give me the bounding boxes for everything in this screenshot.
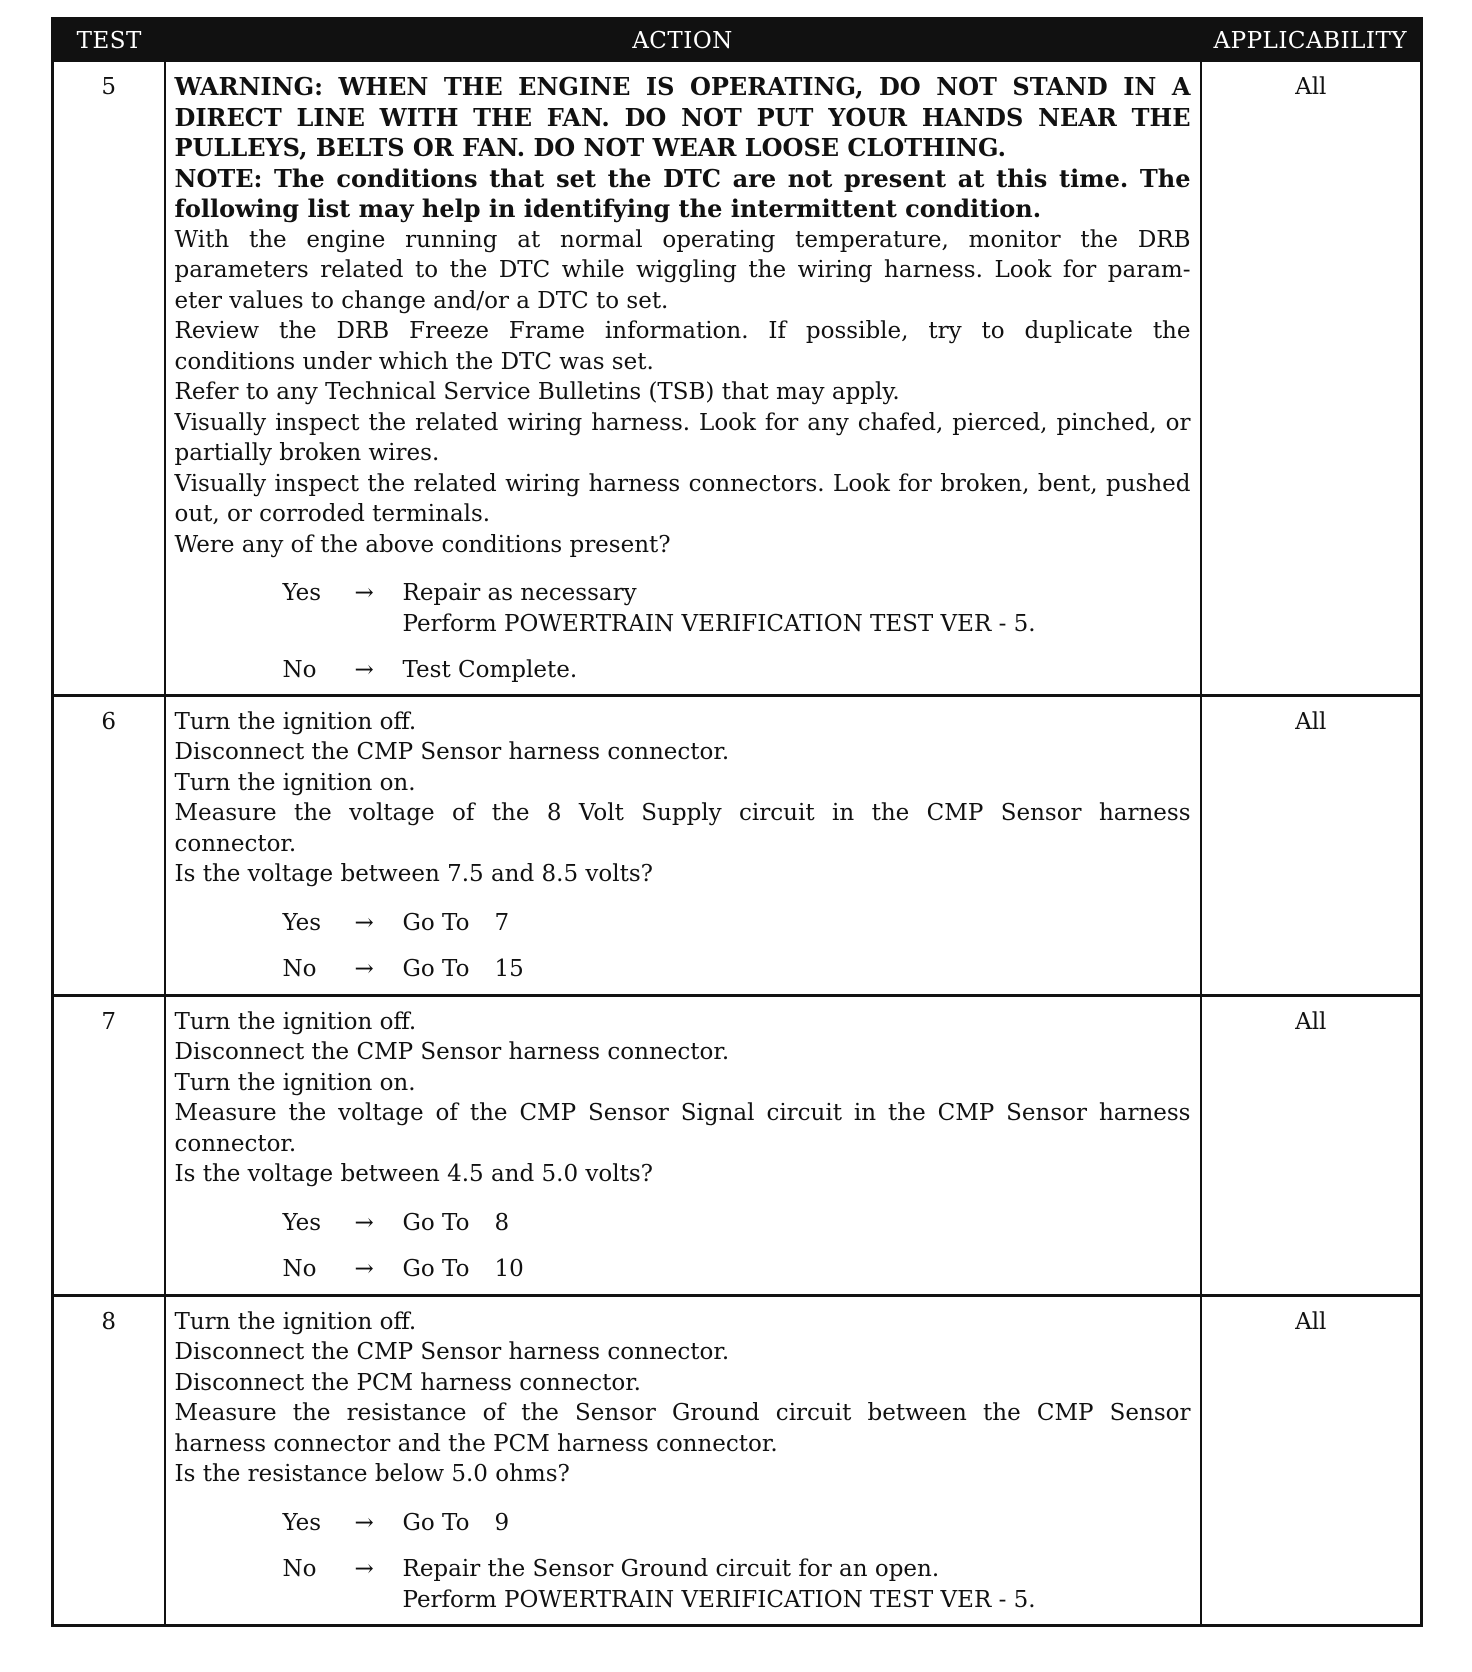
result-line: Repair the Sensor Ground circuit for an open. xyxy=(402,1556,940,1582)
note-line: following list may help in identifying the intermittent condition. xyxy=(174,194,1042,223)
yes-label: Yes xyxy=(282,1509,322,1536)
action-line: Measure the voltage of the CMP Sensor Signal circuit in the CMP Sensor harness xyxy=(174,1100,1191,1126)
action-line: Visually inspect the related wiring harness connectors. Look for broken, bent, pushed xyxy=(174,470,1191,497)
table-row xyxy=(53,695,1422,995)
action-line: Disconnect the PCM harness connector. xyxy=(174,1369,641,1396)
header-applicability: APPLICABILITY xyxy=(1201,19,1422,63)
outcomes xyxy=(175,1208,1191,1285)
table-row xyxy=(53,1295,1422,1625)
action-line: Measure the resistance of the Sensor Ground circuit between the CMP Sensor xyxy=(174,1400,1191,1426)
no-label: No xyxy=(282,1256,317,1282)
action-line: Visually inspect the related wiring harness. Look for any chafed, pierced, pinched, or xyxy=(174,409,1191,436)
warning-line: WARNING: WHEN THE ENGINE IS OPERATING, DO NOT STAND IN A xyxy=(174,72,1191,101)
table-header-row xyxy=(53,19,1422,63)
yes-outcome xyxy=(175,1508,1191,1539)
outcomes xyxy=(175,578,1191,686)
result-line: Test Complete. xyxy=(402,657,578,683)
goto-label: Go To xyxy=(402,1509,470,1536)
no-outcome xyxy=(175,655,1191,686)
test-number: 8 xyxy=(53,1295,165,1625)
table-row xyxy=(53,62,1422,695)
warning-line: PULLEYS, BELTS OR FAN. DO NOT WEAR LOOSE CLOTHING. xyxy=(174,133,1007,162)
applicability-cell: All xyxy=(1201,1295,1422,1625)
result-line: Perform POWERTRAIN VERIFICATION TEST VER - 5. xyxy=(402,1586,1036,1613)
header-action: ACTION xyxy=(165,19,1201,63)
action-line: parameters related to the DTC while wiggling the wiring harness. Look for param- xyxy=(174,257,1191,283)
goto-step: 10 xyxy=(494,1256,524,1282)
action-line: Turn the ignition off. xyxy=(174,1308,417,1335)
goto-step: 8 xyxy=(494,1209,510,1236)
warning-line: DIRECT LINE WITH THE FAN. DO NOT PUT YOUR HANDS NEAR THE xyxy=(174,102,1191,132)
goto-step: 15 xyxy=(494,956,524,982)
action-line: partially broken wires. xyxy=(174,440,440,466)
arrow-icon: → xyxy=(354,1556,374,1582)
action-line: harness connector and the PCM harness connector. xyxy=(174,1430,778,1457)
yes-label: Yes xyxy=(282,909,322,936)
goto-label: Go To xyxy=(402,1256,470,1282)
goto-label: Go To xyxy=(402,909,470,936)
test-number: 5 xyxy=(53,62,165,695)
action-cell xyxy=(165,995,1201,1295)
action-line: connector. xyxy=(174,1130,297,1157)
applicability-cell: All xyxy=(1201,695,1422,995)
action-line: out, or corroded terminals. xyxy=(174,501,491,527)
goto-step: 9 xyxy=(494,1509,510,1536)
applicability-cell: All xyxy=(1201,62,1422,695)
action-cell xyxy=(165,62,1201,695)
action-line: Refer to any Technical Service Bulletins (TSB) that may apply. xyxy=(174,379,900,405)
goto-label: Go To xyxy=(402,956,470,982)
goto-label: Go To xyxy=(402,1209,470,1236)
no-outcome xyxy=(175,954,1191,985)
header-test: TEST xyxy=(53,19,165,63)
yes-result xyxy=(403,578,1036,639)
action-line: Disconnect the CMP Sensor harness connector. xyxy=(174,1039,730,1065)
action-cell xyxy=(165,695,1201,995)
action-line: Disconnect the CMP Sensor harness connector. xyxy=(174,739,730,765)
action-line: Disconnect the CMP Sensor harness connector. xyxy=(174,1339,730,1365)
action-line: connector. xyxy=(174,830,297,857)
action-line: conditions under which the DTC was set. xyxy=(174,348,654,375)
yes-outcome xyxy=(175,1208,1191,1239)
yes-label: Yes xyxy=(282,580,322,606)
no-result xyxy=(403,655,578,686)
action-line: Measure the voltage of the 8 Volt Supply circuit in the CMP Sensor harness xyxy=(174,800,1191,826)
action-cell xyxy=(165,1295,1201,1625)
outcomes xyxy=(175,908,1191,985)
action-line: Is the voltage between 7.5 and 8.5 volts? xyxy=(174,861,653,887)
applicability-cell: All xyxy=(1201,995,1422,1295)
action-line: Turn the ignition off. xyxy=(174,708,417,735)
yes-outcome xyxy=(175,578,1191,639)
no-outcome xyxy=(175,1254,1191,1285)
action-line: Turn the ignition on. xyxy=(174,1069,416,1096)
action-line: Is the voltage between 4.5 and 5.0 volts? xyxy=(174,1161,653,1187)
no-label: No xyxy=(282,1556,317,1582)
action-line: Turn the ignition on. xyxy=(174,769,416,796)
arrow-icon: → xyxy=(354,1509,374,1536)
note-line: NOTE: The conditions that set the DTC are not present at this time. The xyxy=(174,163,1191,193)
result-line: Perform POWERTRAIN VERIFICATION TEST VER - 5. xyxy=(402,610,1036,637)
test-number: 6 xyxy=(53,695,165,995)
action-line: Were any of the above conditions present? xyxy=(174,531,671,558)
yes-outcome xyxy=(175,908,1191,939)
result-line: Repair as necessary xyxy=(402,580,637,606)
arrow-icon: → xyxy=(354,909,374,936)
goto-step: 7 xyxy=(494,909,510,936)
arrow-icon: → xyxy=(354,956,374,982)
action-line: eter values to change and/or a DTC to set. xyxy=(174,287,669,314)
no-label: No xyxy=(282,956,317,982)
arrow-icon: → xyxy=(354,1209,374,1236)
no-result xyxy=(403,1554,1036,1615)
test-number: 7 xyxy=(53,995,165,1295)
action-line: Turn the ignition off. xyxy=(174,1008,417,1035)
diagnostic-test-table xyxy=(51,17,1423,1627)
action-line: Review the DRB Freeze Frame information. If possible, try to duplicate the xyxy=(174,318,1191,344)
no-label: No xyxy=(282,657,317,683)
yes-label: Yes xyxy=(282,1209,322,1236)
arrow-icon: → xyxy=(354,657,374,683)
arrow-icon: → xyxy=(354,580,374,606)
action-line: Is the resistance below 5.0 ohms? xyxy=(174,1461,570,1487)
table-row xyxy=(53,995,1422,1295)
no-outcome xyxy=(175,1554,1191,1615)
action-line: With the engine running at normal operating temperature, monitor the DRB xyxy=(174,226,1191,253)
arrow-icon: → xyxy=(354,1256,374,1282)
outcomes xyxy=(175,1508,1191,1616)
